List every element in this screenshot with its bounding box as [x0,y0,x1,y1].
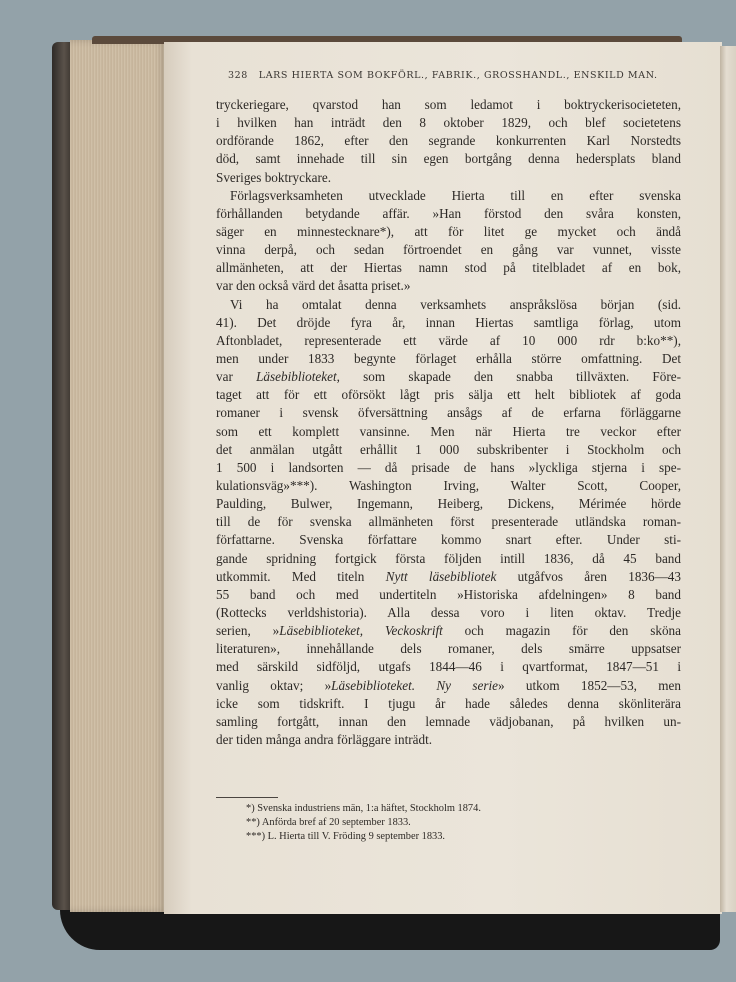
text-run: 1 500 i landsorten — då prisade de hans »lyckliga stjerna i spe- [216,459,681,475]
text-line [216,550,681,568]
text-run: var [216,369,257,385]
next-page-edge [720,46,736,912]
text-line [216,296,681,314]
text-run: Aftonbladet, representerade ett värde af 10 000 rdr b:ko**), [216,332,681,348]
text-run: men under 1833 begynte förlaget erhålla större omfattning. Det [216,350,681,366]
text-run: utkommit. Med titeln [216,568,386,584]
text-run: romaner i svensk öfversättning ansågs af de erfarna förläggarne [216,405,681,421]
text-run: serien, » [216,623,280,639]
text-line [216,713,681,731]
text-line [216,622,681,640]
text-line [216,404,681,422]
text-line [216,477,681,495]
book-cover-shadow [60,908,720,950]
text-run: literaturen», innehållande dels romaner, dels smärre uppsatser [216,641,681,657]
text-run: i hvilken han inträdt den 8 oktober 1829, och blef societetens [216,115,681,131]
footnote: ***) L. Hierta till V. Fröding 9 september 1833. [246,831,446,843]
text-run: död, samt innehade till sin egen bortgång denna hedersplats bland [216,151,681,167]
text-run: utgåfvos åren 1836—43 [496,568,681,584]
text-line [216,223,681,241]
text-line [216,604,681,622]
text-line [216,368,681,386]
text-line [216,314,681,332]
text-run: » utkom 1852—53, men [497,677,681,693]
text-run: vinna derpå, och sedan förtroendet en gång var vunnet, visste [216,242,681,258]
text-run: taget att för ett oförsökt lågt pris sälja ett helt bibliotek af goda [216,387,681,403]
text-line [216,241,681,259]
text-line [216,731,681,749]
italic-title: Läsebiblioteket, Veckoskrift [279,623,443,639]
running-title: LARS HIERTA SOM BOKFÖRL., FABRIK., GROSSHANDL., ENSKILD MAN. [258,70,658,81]
text-line [216,332,681,350]
text-run: allmänheten, att der Hiertas namn stod på titelbladet af en bok, [216,260,681,276]
text-run: till de för svenska allmänheten först presenterade utländska roman- [216,514,681,530]
text-run: , som skapade den snabba tillväxten. Före- [336,369,681,385]
page-block-edge [70,40,168,912]
text-run: ordförande 1862, efter den segrande konkurrenten Karl Norstedts [216,133,681,149]
italic-title: Nytt läsebibliotek [385,568,497,584]
italic-title: Läsebiblioteket [256,369,337,385]
text-run: var den också värd det åsatta priset.» [216,278,411,294]
text-line [216,441,681,459]
text-line [216,531,681,549]
text-line [216,459,681,477]
footnote: *) Svenska industriens män, 1:a häftet, Stockholm 1874. [246,803,481,814]
text-run: kulationsväg»***). Washington Irving, Walter Scott, Cooper, [216,477,681,493]
text-run: som ett komplett vansinne. Men när Hierta tre veckor efter [216,423,681,439]
text-line [216,169,681,187]
text-line [216,513,681,531]
text-line [216,386,681,404]
book-spine [52,42,72,910]
running-header [228,70,658,81]
text-line [216,495,681,513]
italic-title: Läsebiblioteket. Ny serie [331,677,498,693]
text-line [216,695,681,713]
text-line [216,205,681,223]
text-run: med särskild sidföljd, utgafs 1844—46 i qvartformat, 1847—51 i [216,659,681,675]
footnotes [246,802,481,845]
text-run: gande spridning fortgick första följden intill 1836, då 45 band [216,550,681,566]
text-run: vanlig oktav; » [216,677,332,693]
text-run: samling fortgått, innan den lemnade vädjobanan, på hvilken un- [216,713,681,729]
text-run: det anmälan utgått erhållit 1 000 subskribenter i Stockholm och [216,441,681,457]
text-run: 41). Det dröjde fyra år, innan Hiertas samtliga förlag, utom [216,314,681,330]
text-line [216,96,681,114]
text-line [216,114,681,132]
footnote: **) Anförda bref af 20 september 1833. [246,817,411,829]
text-run: Sveriges boktryckare. [216,169,331,185]
text-run: tryckeriegare, qvarstod han som ledamot i boktryckerisocieteten, [216,97,681,112]
text-run: Paulding, Bulwer, Ingemann, Heiberg, Dickens, Mérimée hörde [216,496,681,512]
footnote-rule [216,797,278,798]
text-line [216,423,681,441]
text-run: (Rottecks verldshistoria). Alla dessa voro i liten oktav. Tredje [216,604,681,620]
text-line [216,586,681,604]
text-run: författarne. Svenska författare kommo snart efter. Under sti- [216,532,681,548]
text-line [216,568,681,586]
text-line [216,640,681,658]
text-run: Vi ha omtalat denna verksamhets anspråkslösa början (sid. [230,296,681,312]
page-number: 328 [228,70,248,81]
text-run: icke som tidskrift. I tjugu år hade således denna skönliterära [216,695,681,711]
text-run: och magazin för den sköna [442,623,681,639]
text-run: förhållanden betydande affär. »Han förstod den svåra konsten, [216,205,681,221]
text-run: Förlagsverksamheten utvecklade Hierta till en efter svenska [230,187,681,203]
text-run: säger en minnestecknare*), att för litet ge mycket och ändå [216,223,681,239]
text-line [216,150,681,168]
text-run: der tiden många andra förläggare inträdt. [216,731,433,747]
text-line [216,677,681,695]
text-line [216,187,681,205]
text-line [216,658,681,676]
text-line [216,259,681,277]
text-line [216,350,681,368]
text-run: 55 band och med undertiteln »Historiska afdelningen» 8 band [216,586,681,602]
text-line [216,132,681,150]
text-line [216,277,681,295]
body-text [216,96,681,749]
